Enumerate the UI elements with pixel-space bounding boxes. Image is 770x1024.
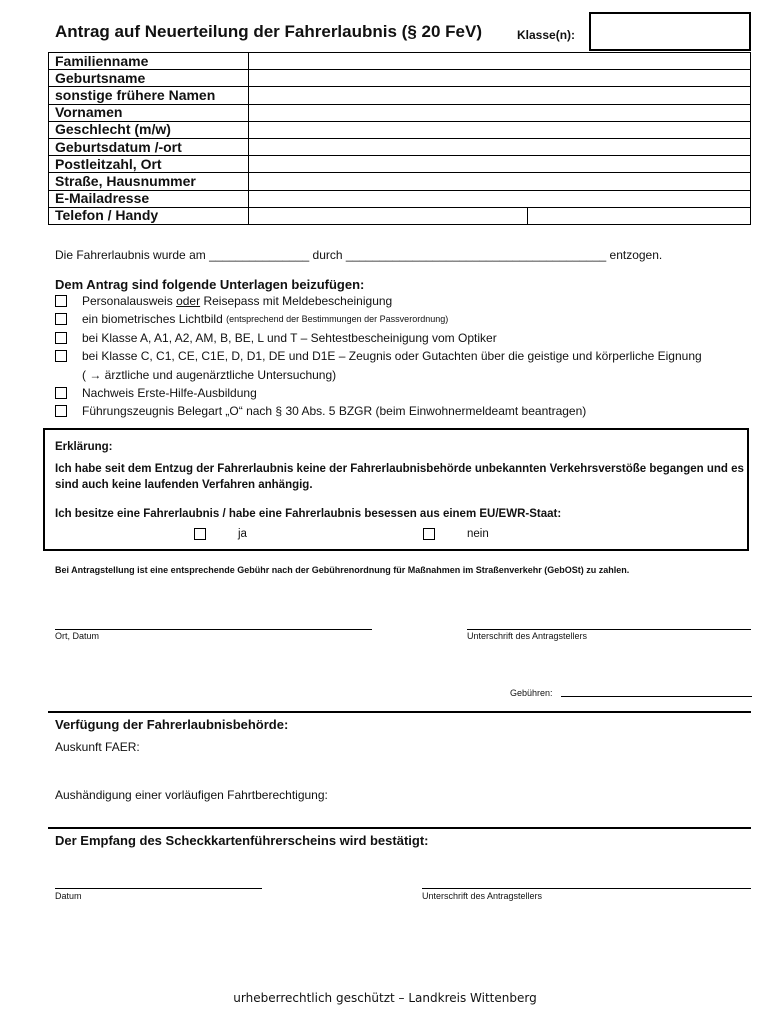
place-date-line[interactable] [55,629,372,630]
field-input[interactable] [249,53,751,70]
documents-heading: Dem Antrag sind folgende Unterlagen beizufügen: [55,277,365,292]
applicant-signature-line[interactable] [467,629,751,630]
revocation-line: Die Fahrerlaubnis wurde am _______________ durch _______________________________________ entzogen. [55,248,663,262]
checkbox-eye-test[interactable] [55,332,67,344]
receipt-date-line[interactable] [55,888,262,889]
option-yes: ja [194,528,247,540]
authority-title: Verfügung der Fahrerlaubnisbehörde: [55,717,289,732]
section-divider [48,711,751,713]
field-input[interactable] [249,87,751,104]
checkbox-conduct-certificate[interactable] [55,405,67,417]
checkbox-id-card[interactable] [55,295,67,307]
checkbox-yes[interactable] [194,528,206,540]
option-no: nein [423,528,489,540]
medical-report-note: ( → ärztliche und augenärztliche Untersuchung) [82,368,337,382]
form-title: Antrag auf Neuerteilung der Fahrerlaubnis (§ 20 FeV) [55,22,482,41]
declaration-title: Erklärung: [55,441,113,453]
receipt-date-caption: Datum [55,891,82,901]
field-input[interactable] [249,104,751,121]
table-row [49,138,751,155]
fee-note: Bei Antragstellung ist eine entsprechende Gebühr nach der Gebührenordnung für Maßnahmen im Straßenverkehr (GebOSt) zu zahlen. [55,565,630,575]
section-divider [48,827,751,829]
field-input[interactable] [528,207,751,224]
license-class-field[interactable] [589,12,751,51]
field-label: Familienname [49,53,249,70]
field-input[interactable] [249,138,751,155]
checkbox-photo[interactable] [55,313,67,325]
field-input[interactable] [249,156,751,173]
temp-permit-label: Aushändigung einer vorläufigen Fahrtberechtigung: [55,788,328,802]
table-row [49,173,751,190]
field-label: Straße, Hausnummer [49,173,249,190]
table-row [49,121,751,138]
revocation-date-blank[interactable]: _______________ [209,248,310,262]
list-item: bei Klasse C, C1, CE, C1E, D, D1, DE und D1E – Zeugnis oder Gutachten über die geistige und körperliche Eignung [55,349,702,363]
table-row [49,70,751,87]
list-item: Führungszeugnis Belegart „O“ nach § 30 Abs. 5 BZGR (beim Einwohnermeldeamt beantragen) [55,404,586,418]
applicant-signature-caption: Unterschrift des Antragstellers [467,631,588,641]
field-label: E-Mailadresse [49,190,249,207]
field-input[interactable] [249,207,528,224]
place-date-caption: Ort, Datum [55,631,100,641]
table-row [49,104,751,121]
fees-line[interactable] [561,696,752,697]
fees-label: Gebühren: [510,688,553,698]
table-row [49,156,751,173]
table-row [49,190,751,207]
field-label: Geburtsname [49,70,249,87]
field-input[interactable] [249,70,751,87]
table-row [49,87,751,104]
field-input[interactable] [249,121,751,138]
receipt-signature-caption: Unterschrift des Antragstellers [422,891,543,901]
list-item: bei Klasse A, A1, A2, AM, B, BE, L und T – Sehtestbescheinigung vom Optiker [55,331,497,345]
list-item: Personalausweis oder Reisepass mit Meldebescheinigung [55,294,392,308]
declaration-text: Ich habe seit dem Entzug der Fahrerlaubnis keine der Fahrerlaubnisbehörde unbekannten Verkehrsverstöße begangen und es sind auch keine laufenden Verfahren anhängig. [55,463,744,491]
receipt-signature-line[interactable] [422,888,751,889]
copyright-footer: urheberrechtlich geschützt – Landkreis Wittenberg [233,991,537,1005]
field-label: Vornamen [49,104,249,121]
field-label: sonstige frühere Namen [49,87,249,104]
revocation-authority-blank[interactable]: _______________________________________ [345,248,607,262]
receipt-title: Der Empfang des Scheckkartenführerscheins wird bestätigt: [55,833,429,848]
field-label: Geburtsdatum /-ort [49,138,249,155]
eu-license-question: Ich besitze eine Fahrerlaubnis / habe eine Fahrerlaubnis besessen aus einem EU/EWR-Staat: [55,508,562,520]
table-row [49,53,751,70]
field-label: Postleitzahl, Ort [49,156,249,173]
field-label: Telefon / Handy [49,207,249,224]
field-label: Geschlecht (m/w) [49,121,249,138]
checkbox-no[interactable] [423,528,435,540]
checkbox-medical-report[interactable] [55,350,67,362]
license-class-label: Klasse(n): [517,28,576,42]
list-item: ein biometrisches Lichtbild (entsprechend der Bestimmungen der Passverordnung) [55,312,448,326]
table-row [49,207,751,224]
list-item: Nachweis Erste-Hilfe-Ausbildung [55,386,257,400]
field-input[interactable] [249,173,751,190]
personal-data-table [48,52,751,225]
field-input[interactable] [249,190,751,207]
checkbox-first-aid[interactable] [55,387,67,399]
faer-label: Auskunft FAER: [55,740,140,754]
